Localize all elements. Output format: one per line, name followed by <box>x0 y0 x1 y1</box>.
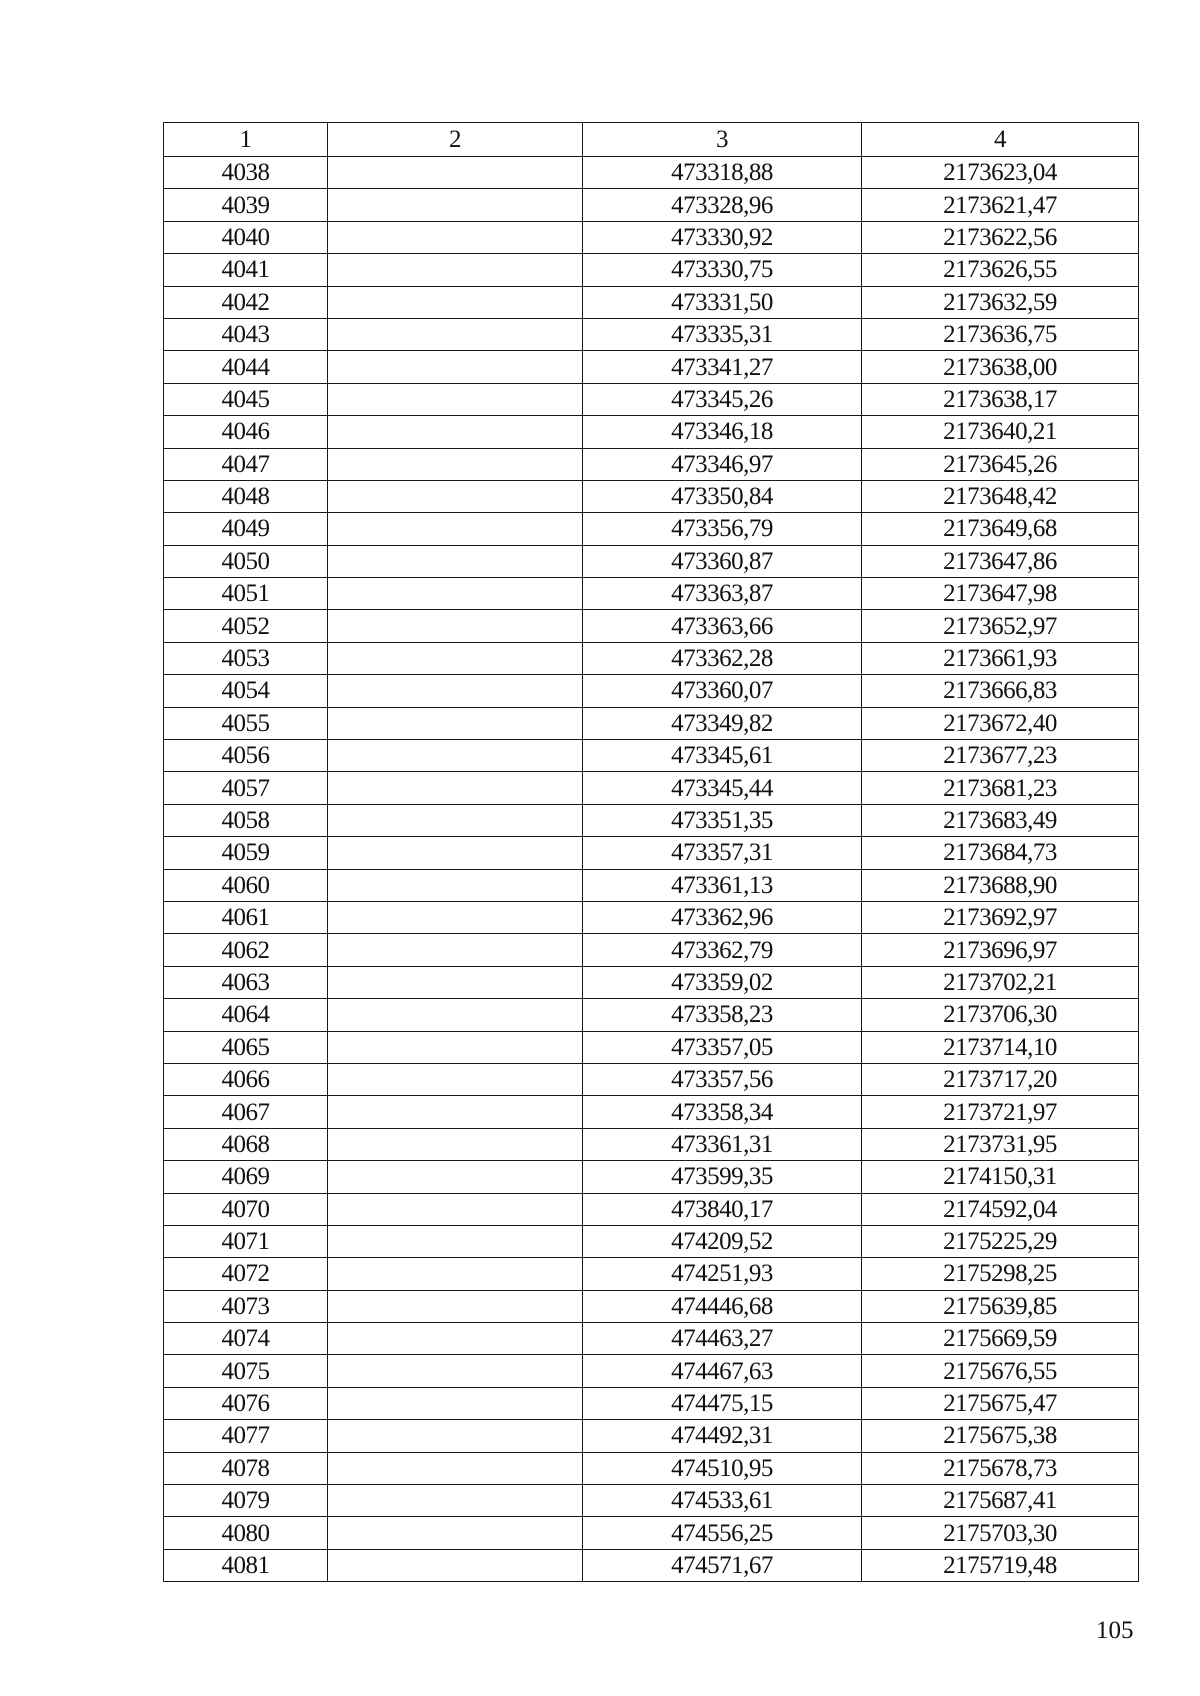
table-row <box>164 1517 1139 1549</box>
table-row <box>164 513 1139 545</box>
y-coordinate-cell: 2175678,73 <box>862 1452 1139 1484</box>
table-row <box>164 642 1139 674</box>
point-number-cell: 4070 <box>164 1193 328 1225</box>
x-coordinate-cell: 473362,28 <box>583 642 862 674</box>
y-coordinate-cell: 2173649,68 <box>862 513 1139 545</box>
table-row <box>164 1128 1139 1160</box>
empty-cell <box>328 448 583 480</box>
point-number-cell: 4047 <box>164 448 328 480</box>
empty-cell <box>328 1549 583 1581</box>
y-coordinate-cell: 2173721,97 <box>862 1096 1139 1128</box>
x-coordinate-cell: 474492,31 <box>583 1420 862 1452</box>
table-row <box>164 1323 1139 1355</box>
x-coordinate-cell: 473357,31 <box>583 837 862 869</box>
y-coordinate-cell: 2175675,38 <box>862 1420 1139 1452</box>
table-row <box>164 480 1139 512</box>
x-coordinate-cell: 473345,61 <box>583 740 862 772</box>
point-number-cell: 4041 <box>164 254 328 286</box>
y-coordinate-cell: 2175669,59 <box>862 1323 1139 1355</box>
y-coordinate-cell: 2173692,97 <box>862 901 1139 933</box>
y-coordinate-cell: 2173681,23 <box>862 772 1139 804</box>
table-row <box>164 1161 1139 1193</box>
empty-cell <box>328 610 583 642</box>
y-coordinate-cell: 2173706,30 <box>862 999 1139 1031</box>
table-row <box>164 1420 1139 1452</box>
point-number-cell: 4042 <box>164 286 328 318</box>
table-row <box>164 966 1139 998</box>
table-row <box>164 448 1139 480</box>
point-number-cell: 4073 <box>164 1290 328 1322</box>
y-coordinate-cell: 2175298,25 <box>862 1258 1139 1290</box>
point-number-cell: 4077 <box>164 1420 328 1452</box>
point-number-cell: 4062 <box>164 934 328 966</box>
table-row <box>164 1387 1139 1419</box>
empty-cell <box>328 1063 583 1095</box>
x-coordinate-cell: 473330,92 <box>583 221 862 253</box>
table-row <box>164 286 1139 318</box>
table-header <box>164 123 1139 157</box>
y-coordinate-cell: 2173677,23 <box>862 740 1139 772</box>
empty-cell <box>328 1096 583 1128</box>
point-number-cell: 4057 <box>164 772 328 804</box>
table-row <box>164 837 1139 869</box>
table-row <box>164 999 1139 1031</box>
table-row <box>164 351 1139 383</box>
point-number-cell: 4056 <box>164 740 328 772</box>
x-coordinate-cell: 473359,02 <box>583 966 862 998</box>
x-coordinate-cell: 473361,13 <box>583 869 862 901</box>
y-coordinate-cell: 2173688,90 <box>862 869 1139 901</box>
point-number-cell: 4054 <box>164 675 328 707</box>
empty-cell <box>328 416 583 448</box>
column-header-3: 3 <box>583 123 862 157</box>
point-number-cell: 4081 <box>164 1549 328 1581</box>
x-coordinate-cell: 473346,18 <box>583 416 862 448</box>
x-coordinate-cell: 473360,87 <box>583 545 862 577</box>
point-number-cell: 4058 <box>164 804 328 836</box>
y-coordinate-cell: 2173702,21 <box>862 966 1139 998</box>
point-number-cell: 4079 <box>164 1485 328 1517</box>
empty-cell <box>328 1193 583 1225</box>
x-coordinate-cell: 473345,26 <box>583 383 862 415</box>
table-row <box>164 934 1139 966</box>
table-row <box>164 1485 1139 1517</box>
y-coordinate-cell: 2173731,95 <box>862 1128 1139 1160</box>
empty-cell <box>328 578 583 610</box>
column-header-4: 4 <box>862 123 1139 157</box>
y-coordinate-cell: 2173623,04 <box>862 157 1139 189</box>
table-body <box>164 157 1139 1582</box>
y-coordinate-cell: 2174150,31 <box>862 1161 1139 1193</box>
x-coordinate-cell: 473361,31 <box>583 1128 862 1160</box>
empty-cell <box>328 318 583 350</box>
table-row <box>164 254 1139 286</box>
y-coordinate-cell: 2173652,97 <box>862 610 1139 642</box>
point-number-cell: 4080 <box>164 1517 328 1549</box>
point-number-cell: 4071 <box>164 1225 328 1257</box>
empty-cell <box>328 901 583 933</box>
point-number-cell: 4072 <box>164 1258 328 1290</box>
empty-cell <box>328 1485 583 1517</box>
y-coordinate-cell: 2173622,56 <box>862 221 1139 253</box>
table-row <box>164 772 1139 804</box>
table-row <box>164 1193 1139 1225</box>
x-coordinate-cell: 473351,35 <box>583 804 862 836</box>
point-number-cell: 4074 <box>164 1323 328 1355</box>
empty-cell <box>328 545 583 577</box>
point-number-cell: 4064 <box>164 999 328 1031</box>
table-row <box>164 1258 1139 1290</box>
y-coordinate-cell: 2175703,30 <box>862 1517 1139 1549</box>
x-coordinate-cell: 474446,68 <box>583 1290 862 1322</box>
x-coordinate-cell: 474209,52 <box>583 1225 862 1257</box>
empty-cell <box>328 480 583 512</box>
empty-cell <box>328 383 583 415</box>
y-coordinate-cell: 2173638,00 <box>862 351 1139 383</box>
x-coordinate-cell: 473599,35 <box>583 1161 862 1193</box>
table-row <box>164 416 1139 448</box>
empty-cell <box>328 1420 583 1452</box>
header-row <box>164 123 1139 157</box>
y-coordinate-cell: 2173666,83 <box>862 675 1139 707</box>
empty-cell <box>328 966 583 998</box>
empty-cell <box>328 707 583 739</box>
empty-cell <box>328 513 583 545</box>
empty-cell <box>328 1452 583 1484</box>
empty-cell <box>328 254 583 286</box>
x-coordinate-cell: 474251,93 <box>583 1258 862 1290</box>
point-number-cell: 4045 <box>164 383 328 415</box>
table-row <box>164 578 1139 610</box>
point-number-cell: 4039 <box>164 189 328 221</box>
coordinates-table-container <box>163 122 1138 1582</box>
empty-cell <box>328 740 583 772</box>
table-row <box>164 221 1139 253</box>
empty-cell <box>328 1355 583 1387</box>
y-coordinate-cell: 2173636,75 <box>862 318 1139 350</box>
table-row <box>164 1452 1139 1484</box>
point-number-cell: 4078 <box>164 1452 328 1484</box>
table-row <box>164 901 1139 933</box>
empty-cell <box>328 772 583 804</box>
table-row <box>164 675 1139 707</box>
y-coordinate-cell: 2173717,20 <box>862 1063 1139 1095</box>
empty-cell <box>328 1290 583 1322</box>
table-row <box>164 707 1139 739</box>
y-coordinate-cell: 2173638,17 <box>862 383 1139 415</box>
y-coordinate-cell: 2173645,26 <box>862 448 1139 480</box>
column-header-2: 2 <box>328 123 583 157</box>
point-number-cell: 4067 <box>164 1096 328 1128</box>
x-coordinate-cell: 473363,66 <box>583 610 862 642</box>
point-number-cell: 4066 <box>164 1063 328 1095</box>
y-coordinate-cell: 2173626,55 <box>862 254 1139 286</box>
x-coordinate-cell: 473330,75 <box>583 254 862 286</box>
y-coordinate-cell: 2173632,59 <box>862 286 1139 318</box>
empty-cell <box>328 804 583 836</box>
y-coordinate-cell: 2175675,47 <box>862 1387 1139 1419</box>
y-coordinate-cell: 2175676,55 <box>862 1355 1139 1387</box>
table-row <box>164 804 1139 836</box>
x-coordinate-cell: 473346,97 <box>583 448 862 480</box>
x-coordinate-cell: 474467,63 <box>583 1355 862 1387</box>
empty-cell <box>328 1225 583 1257</box>
table-row <box>164 1096 1139 1128</box>
y-coordinate-cell: 2173640,21 <box>862 416 1139 448</box>
empty-cell <box>328 934 583 966</box>
empty-cell <box>328 1387 583 1419</box>
y-coordinate-cell: 2173696,97 <box>862 934 1139 966</box>
x-coordinate-cell: 473341,27 <box>583 351 862 383</box>
empty-cell <box>328 1258 583 1290</box>
y-coordinate-cell: 2175225,29 <box>862 1225 1139 1257</box>
empty-cell <box>328 1161 583 1193</box>
point-number-cell: 4043 <box>164 318 328 350</box>
point-number-cell: 4046 <box>164 416 328 448</box>
point-number-cell: 4065 <box>164 1031 328 1063</box>
empty-cell <box>328 869 583 901</box>
empty-cell <box>328 642 583 674</box>
y-coordinate-cell: 2175719,48 <box>862 1549 1139 1581</box>
point-number-cell: 4053 <box>164 642 328 674</box>
empty-cell <box>328 286 583 318</box>
y-coordinate-cell: 2173684,73 <box>862 837 1139 869</box>
point-number-cell: 4048 <box>164 480 328 512</box>
x-coordinate-cell: 473840,17 <box>583 1193 862 1225</box>
table-row <box>164 157 1139 189</box>
x-coordinate-cell: 473349,82 <box>583 707 862 739</box>
x-coordinate-cell: 473318,88 <box>583 157 862 189</box>
y-coordinate-cell: 2173661,93 <box>862 642 1139 674</box>
table-row <box>164 545 1139 577</box>
empty-cell <box>328 351 583 383</box>
x-coordinate-cell: 473363,87 <box>583 578 862 610</box>
x-coordinate-cell: 474571,67 <box>583 1549 862 1581</box>
empty-cell <box>328 675 583 707</box>
point-number-cell: 4075 <box>164 1355 328 1387</box>
y-coordinate-cell: 2173672,40 <box>862 707 1139 739</box>
point-number-cell: 4038 <box>164 157 328 189</box>
empty-cell <box>328 1031 583 1063</box>
point-number-cell: 4051 <box>164 578 328 610</box>
empty-cell <box>328 837 583 869</box>
x-coordinate-cell: 473328,96 <box>583 189 862 221</box>
table-row <box>164 1290 1139 1322</box>
x-coordinate-cell: 473362,96 <box>583 901 862 933</box>
x-coordinate-cell: 473358,23 <box>583 999 862 1031</box>
point-number-cell: 4044 <box>164 351 328 383</box>
table-row <box>164 1355 1139 1387</box>
table-row <box>164 318 1139 350</box>
point-number-cell: 4063 <box>164 966 328 998</box>
table-row <box>164 869 1139 901</box>
x-coordinate-cell: 474556,25 <box>583 1517 862 1549</box>
y-coordinate-cell: 2173648,42 <box>862 480 1139 512</box>
x-coordinate-cell: 473357,56 <box>583 1063 862 1095</box>
table-row <box>164 1225 1139 1257</box>
x-coordinate-cell: 473357,05 <box>583 1031 862 1063</box>
table-row <box>164 1549 1139 1581</box>
x-coordinate-cell: 474510,95 <box>583 1452 862 1484</box>
empty-cell <box>328 999 583 1031</box>
empty-cell <box>328 1128 583 1160</box>
y-coordinate-cell: 2173714,10 <box>862 1031 1139 1063</box>
x-coordinate-cell: 473362,79 <box>583 934 862 966</box>
point-number-cell: 4049 <box>164 513 328 545</box>
point-number-cell: 4068 <box>164 1128 328 1160</box>
point-number-cell: 4040 <box>164 221 328 253</box>
table-row <box>164 1031 1139 1063</box>
y-coordinate-cell: 2173683,49 <box>862 804 1139 836</box>
x-coordinate-cell: 474475,15 <box>583 1387 862 1419</box>
x-coordinate-cell: 473331,50 <box>583 286 862 318</box>
x-coordinate-cell: 473360,07 <box>583 675 862 707</box>
table-row <box>164 740 1139 772</box>
x-coordinate-cell: 474533,61 <box>583 1485 862 1517</box>
empty-cell <box>328 1517 583 1549</box>
empty-cell <box>328 189 583 221</box>
point-number-cell: 4050 <box>164 545 328 577</box>
point-number-cell: 4060 <box>164 869 328 901</box>
point-number-cell: 4055 <box>164 707 328 739</box>
x-coordinate-cell: 473356,79 <box>583 513 862 545</box>
coordinates-table <box>163 122 1139 1582</box>
point-number-cell: 4059 <box>164 837 328 869</box>
x-coordinate-cell: 473350,84 <box>583 480 862 512</box>
y-coordinate-cell: 2173647,98 <box>862 578 1139 610</box>
x-coordinate-cell: 473345,44 <box>583 772 862 804</box>
point-number-cell: 4076 <box>164 1387 328 1419</box>
point-number-cell: 4052 <box>164 610 328 642</box>
x-coordinate-cell: 474463,27 <box>583 1323 862 1355</box>
table-row <box>164 1063 1139 1095</box>
table-row <box>164 610 1139 642</box>
y-coordinate-cell: 2173621,47 <box>862 189 1139 221</box>
column-header-1: 1 <box>164 123 328 157</box>
table-row <box>164 189 1139 221</box>
page-number: 105 <box>1096 1617 1134 1644</box>
y-coordinate-cell: 2173647,86 <box>862 545 1139 577</box>
table-row <box>164 383 1139 415</box>
y-coordinate-cell: 2174592,04 <box>862 1193 1139 1225</box>
point-number-cell: 4069 <box>164 1161 328 1193</box>
empty-cell <box>328 157 583 189</box>
y-coordinate-cell: 2175687,41 <box>862 1485 1139 1517</box>
point-number-cell: 4061 <box>164 901 328 933</box>
y-coordinate-cell: 2175639,85 <box>862 1290 1139 1322</box>
empty-cell <box>328 1323 583 1355</box>
x-coordinate-cell: 473335,31 <box>583 318 862 350</box>
x-coordinate-cell: 473358,34 <box>583 1096 862 1128</box>
empty-cell <box>328 221 583 253</box>
